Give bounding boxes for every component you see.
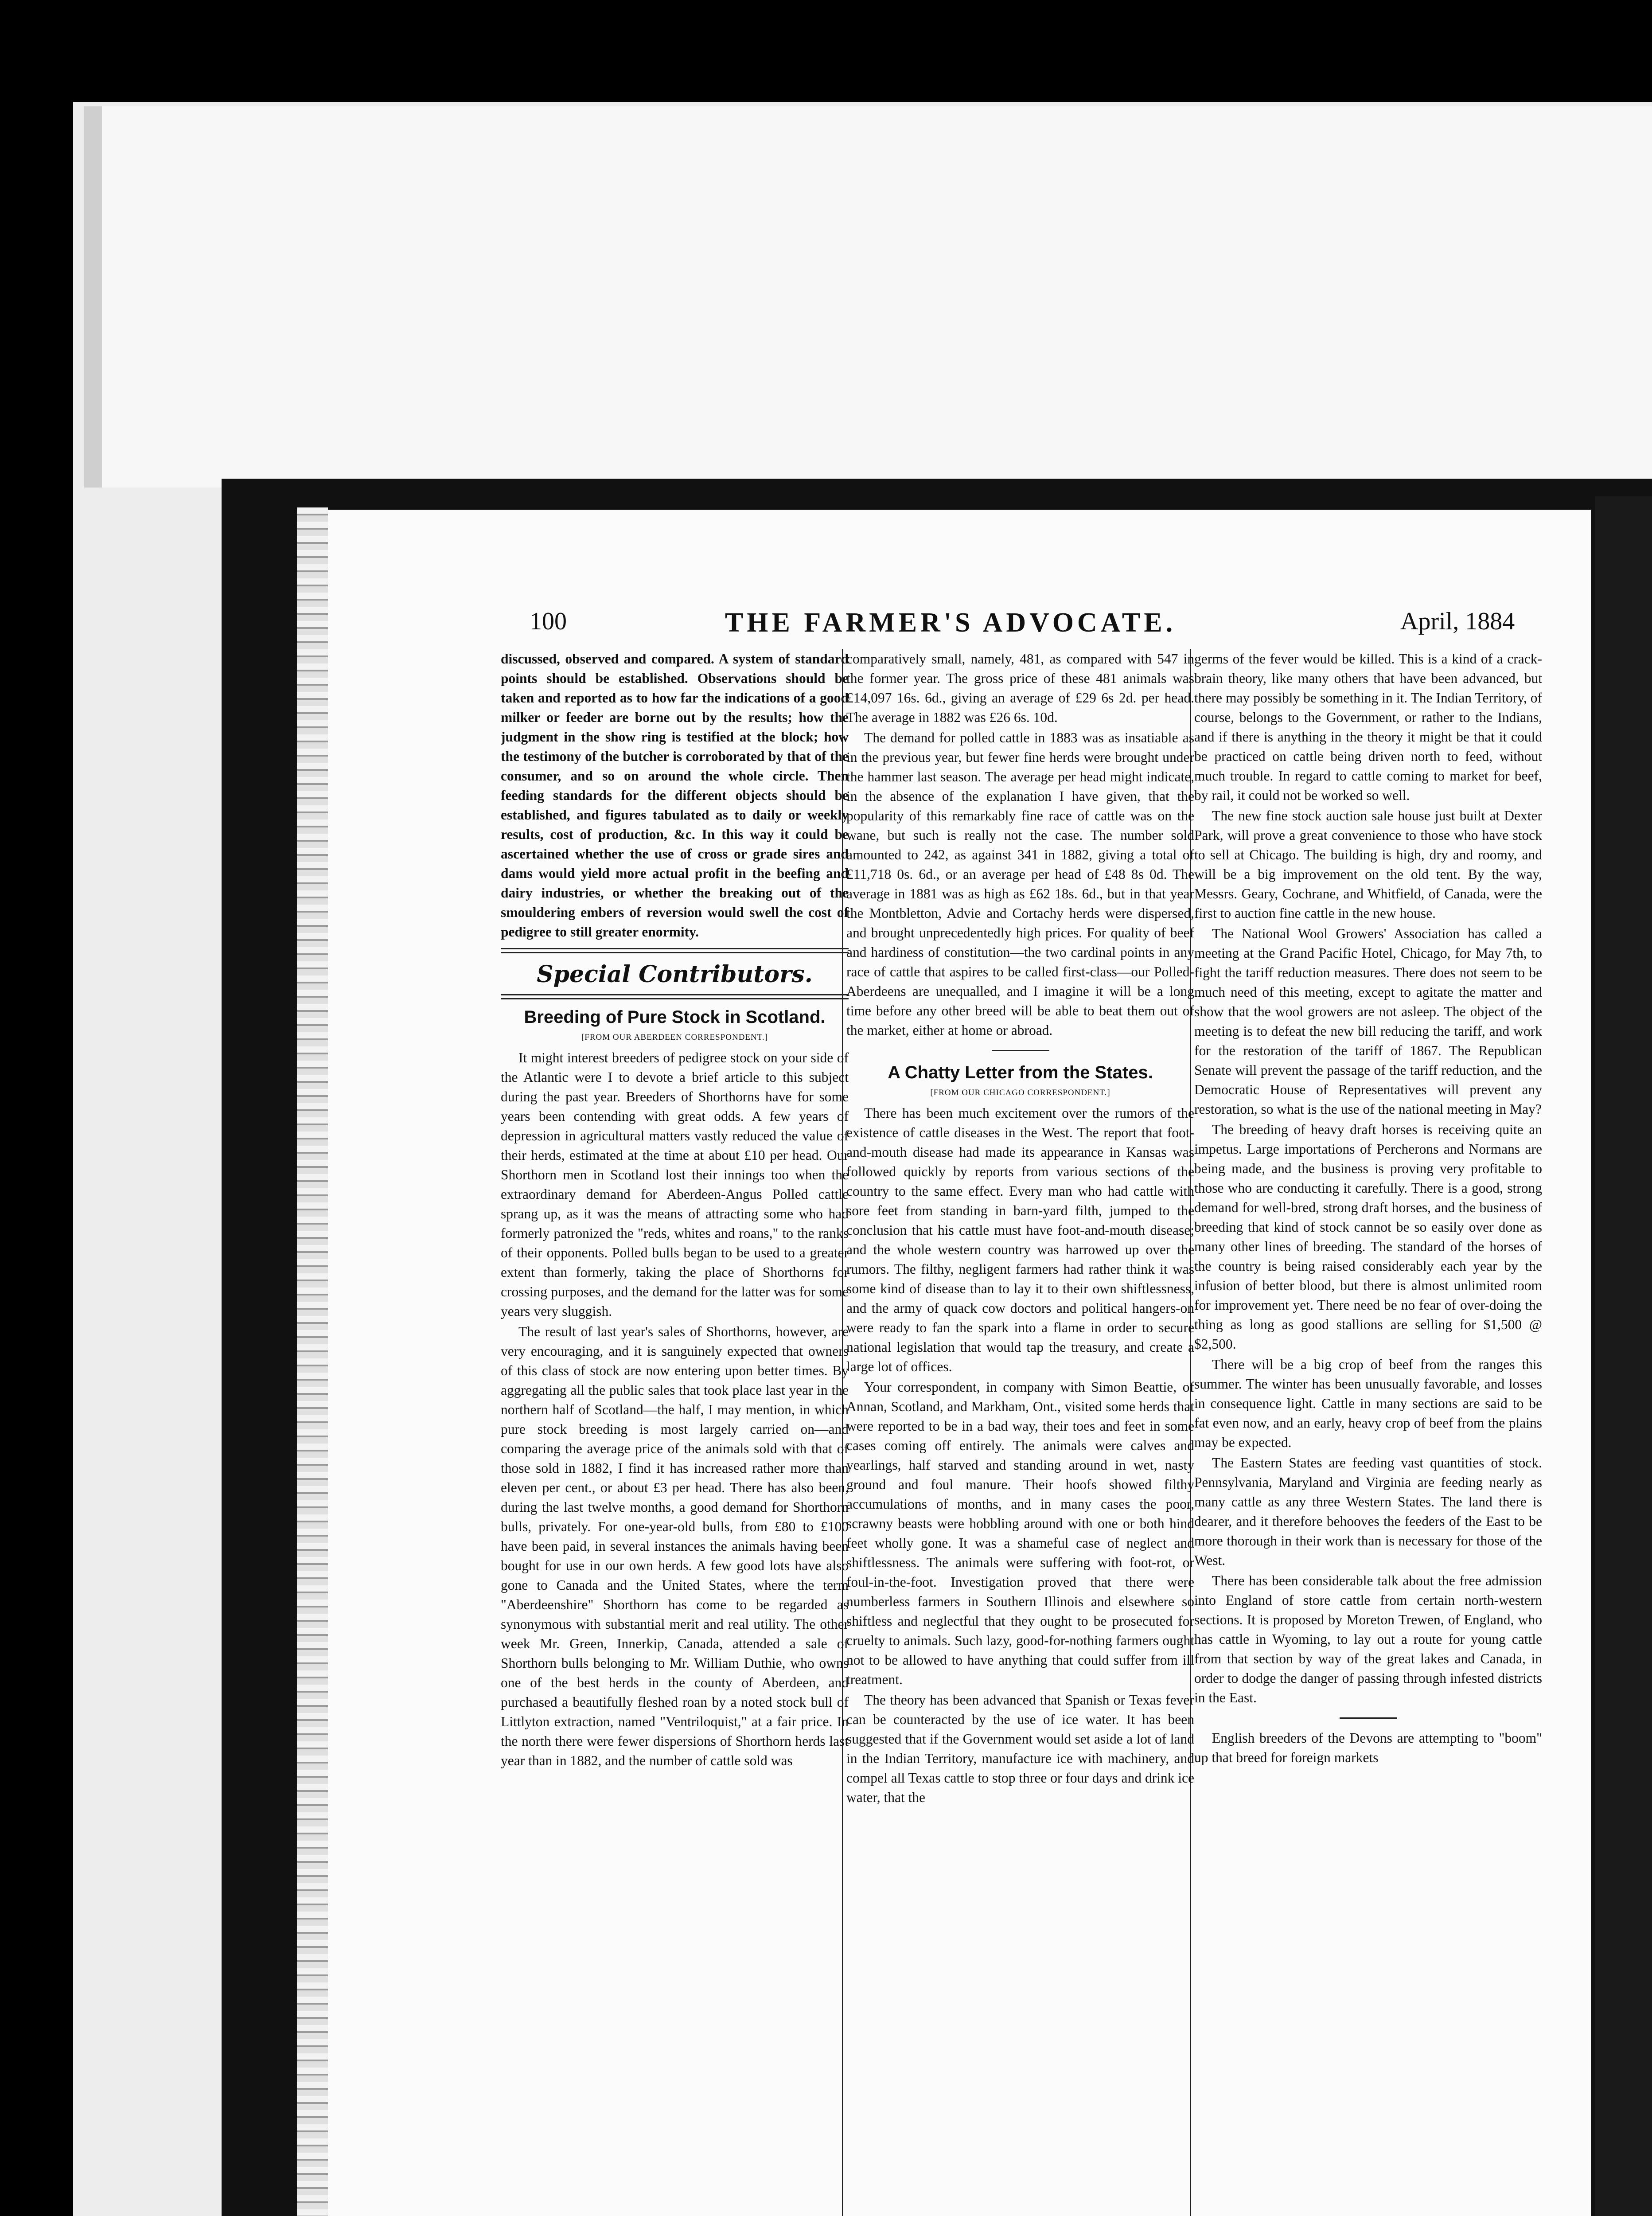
- article-paragraph: There will be a big crop of beef from the ranges this summer. The winter has been unusually favorable, and losses in consequence light. Cattle in many sections are said to be fat even now, and an early, heavy crop of beef from the plains may be expected.: [1194, 1357, 1542, 1450]
- page-header: [328, 510, 1591, 643]
- lead-paragraph: discussed, observed and compared. A system of standard points should be established. Observations should be taken and reported as to how far the indications of a good milker or feeder are borne out by the results; how the judgment in the show ring is testified at the block; how the testimony of the butcher is corroborated by that of the consumer, and so on around the whole circle. Then feeding standards for the different objects should be established, and figures tabulated as to daily or weekly results, cost of production, &c. In this way it could be ascertained whether the use of cross or grade sires and dams would yield more actual profit in the beefing and dairy industries, or whether the breaking out of the smouldering embers of reversion would swell the cost of pedigree to still greater enormity.: [501, 651, 849, 940]
- article-paragraph: The National Wool Growers' Association has called a meeting at the Grand Pacific Hotel, Chicago, for May 7th, to fight the tariff reduction measures. There does not seem to be much need of this meeting, except to agitate the matter and show that the wool growers are not asleep. The object of the meeting is to defeat the new bill reducing the tariff, and work for the restoration of the tariff of 1867. The Republican Senate will prevent the passage of the tariff reduction, and the Democratic House of Representatives will prevent any restoration, so what is the use of the national meeting in May?: [1194, 926, 1542, 1117]
- upper-page-fragment: [84, 106, 1652, 488]
- page-number: 100: [530, 608, 567, 635]
- column-2: [846, 649, 1194, 2216]
- issue-date: April, 1884: [1400, 608, 1515, 635]
- section-heading: Special Contributors.: [537, 961, 813, 988]
- article-paragraph: The result of last year's sales of Shorthorns, however, are very encouraging, and it is sanguinely expected that owners of this class of stock are now entering upon better times. By aggregating all the public sales that took place last year in the northern half of Scotland—the half, I may mention, in which pure stock breeding is most largely carried on—and comparing the average price of the animals sold with that of those sold in 1882, I find it has increased rather more than eleven per cent., or about £3 per head. There has also been, during the last twelve months, a good demand for Shorthorn bulls, privately. For one-year-old bulls, from £80 to £100 have been paid, in several instances the animals having been bought for use in our own herds. A few good lots have also gone to Canada and the United States, where the term "Aberdeenshire" Shorthorn has come to be regarded as synonymous with substantial merit and real utility. The other week Mr. Green, Innerkip, Canada, attended a sale of Shorthorn bulls belonging to Mr. William Duthie, who owns one of the best herds in the county of Aberdeen, and purchased a beautifully fleshed roan by a noted stock bull of Littlyton extraction, named "Ventriloquist," at a fair price. In the north there were fewer dispersions of Shorthorn herds last year than in 1882, and the number of cattle sold was: [501, 1324, 849, 1768]
- article-paragraph: comparatively small, namely, 481, as compared with 547 in the former year. The gross price of these 481 animals was £14,097 16s. 6d., giving an average of £29 6s 2d. per head. The average in 1882 was £26 6s. 10d.: [846, 651, 1194, 725]
- article-paragraph: The new fine stock auction sale house just built at Dexter Park, will prove a great convenience to those who have stock to sell at Chicago. The building is high, dry and roomy, and will be a big improvement on the old tent. By the way, Messrs. Geary, Cochrane, and Whitfield, of Canada, were the first to auction fine cattle in the new house.: [1194, 808, 1542, 921]
- section-divider: [501, 948, 849, 953]
- newspaper-page: [328, 510, 1591, 2216]
- article-title: Breeding of Pure Stock in Scotland.: [524, 1007, 826, 1027]
- article-paragraph: The breeding of heavy draft horses is receiving quite an impetus. Large importations of Percherons and Normans are being made, and the business is proving very profitable to those who are conducting it carefully. There is a good, strong demand for well-bred, strong draft horses, and the business of breeding that kind of stock cannot be so easily over done as many other lines of breeding. The standard of the horses of the country is being raised considerably each year by the infusion of better blood, but there is almost unlimited room for improvement yet. There need be no fear of over-doing the thing as long as good stallions are selling for $1,500 @ $2,500.: [1194, 1122, 1542, 1352]
- book-edge-right: [1595, 496, 1652, 2216]
- article-title: A Chatty Letter from the States.: [888, 1063, 1153, 1082]
- article-paragraph: germs of the fever would be killed. This is a kind of a crack-brain theory, like many others that have been advanced, but there may possibly be something in it. The Indian Territory, of course, belongs to the Government, or rather to the Indians, and if there is anything in the theory it might be that it could be practiced on cattle being driven north to feed, without much trouble. In regard to cattle coming to market for beef, by rail, it could not be worked so well.: [1194, 651, 1542, 803]
- article-separator: [1340, 1717, 1397, 1719]
- article-separator: [992, 1050, 1049, 1051]
- article-paragraph: Your correspondent, in company with Simon Beattie, of Annan, Scotland, and Markham, Ont., visited some herds that were reported to be in a bad way, their toes and feet in some cases coming off entirely. The animals were calves and yearlings, half starved and standing around in wet, nasty ground and foul manure. Their hoofs showed filthy accumulations of months, and in many cases the poor, scrawny beasts were hobbling around with one or both hind feet wholly gone. It was a shameful case of neglect and shiftlessness. The animals were suffering with foot-rot, or foul-in-the-foot. Investigation proved that there were numberless farmers in Southern Illinois and elsewhere so shiftless and neglectful that they ought to be prosecuted for cruelty to animals. Such lazy, good-for-nothing farmers ought not to be allowed to have anything that could suffer from ill treatment.: [846, 1379, 1194, 1687]
- article-byline: [FROM OUR ABERDEEN CORRESPONDENT.]: [581, 1033, 768, 1042]
- article-paragraph: English breeders of the Devons are attempting to "boom" up that breed for foreign markets: [1194, 1730, 1542, 1765]
- page-binding-edge: [297, 507, 328, 2216]
- upper-page-binding: [84, 106, 102, 488]
- article-paragraph: The demand for polled cattle in 1883 was as insatiable as in the previous year, but fewer fine herds were brought under the hammer last season. The average per head might indicate, in the absence of the explanation I have given, that the popularity of this remarkably fine race of cattle was on the wane, but such is really not the case. The number sold amounted to 242, as against 341 in 1882, giving a total of £11,718 0s. 6d., or an average per head of £48 8s 0d. The average in 1881 was as high as £62 18s. 6d., but in that year the Montbletton, Advie and Cortachy herds were dispersed, and brought unprecedentedly high prices. For quality of beef and hardiness of constitution—the two cardinal points in any race of cattle that aspires to be called first-class—our Polled-Aberdeens are unequalled, and I imagine it will be a long time before any other breed will be able to beat them out of the market, either at home or abroad.: [846, 730, 1194, 1038]
- article-paragraph: The theory has been advanced that Spanish or Texas fever can be counteracted by the use of ice water. It has been suggested that if the Government would set aside a lot of land in the Indian Territory, manufacture ice with machinery, and compel all Texas cattle to stop three or four days and drink ice water, that the: [846, 1692, 1194, 1805]
- column-1: [501, 649, 849, 2216]
- article-paragraph: There has been considerable talk about the free admission into England of store cattle from certain north-western sections. It is proposed by Moreton Trewen, of England, who has cattle in Wyoming, to lay out a route for young cattle from that section by way of the great lakes and Canada, in order to dodge the danger of passing through infested districts in the East.: [1194, 1573, 1542, 1705]
- article-byline: [FROM OUR CHICAGO CORRESPONDENT.]: [930, 1088, 1110, 1097]
- article-paragraph: There has been much excitement over the rumors of the existence of cattle diseases in the West. The report that foot-and-mouth disease had made its appearance in Kansas was followed quickly by reports from various sections of the country to the same effect. Every man who had cattle with sore feet from standing in barn-yard filth, jumped to the conclusion that his cattle must have foot-and-mouth disease; and the whole western country was harrowed up over the rumors. The filthy, negligent farmers had rather think it was some kind of disease than to lay it to their own shiftlessness, and the army of quack cow doctors and political hangers-on were ready to fan the spark into a flame in order to secure national legislation that would tap the treasury, and create a large lot of offices.: [846, 1105, 1194, 1374]
- masthead: THE FARMER'S ADVOCATE.: [725, 608, 1177, 638]
- article-paragraph: The Eastern States are feeding vast quantities of stock. Pennsylvania, Maryland and Virginia are feeding nearly as many cattle as any three Western States. The land there is dearer, and it therefore behooves the feeders of the East to be more thorough in their work than is necessary for those of the West.: [1194, 1455, 1542, 1568]
- section-divider: [501, 994, 849, 999]
- article-paragraph: It might interest breeders of pedigree stock on your side of the Atlantic were I to devote a brief article to this subject during the past year. Breeders of Shorthorns have for some years been contending with great odds. A few years of depression in agricultural matters vastly reduced the value of their herds, estimated at the time at about £10 per head. Our Shorthorn men in Scotland lost their innings too when the extraordinary demand for Aberdeen-Angus Polled cattle sprang up, as it was the means of attracting some who had formerly patronized the "reds, whites and roans," to the ranks of their opponents. Polled bulls began to be used to a greater extent than formerly, taking the place of Shorthorns for crossing purposes, and the demand for the latter was for some years very sluggish.: [501, 1050, 849, 1319]
- column-3: [1194, 649, 1542, 2216]
